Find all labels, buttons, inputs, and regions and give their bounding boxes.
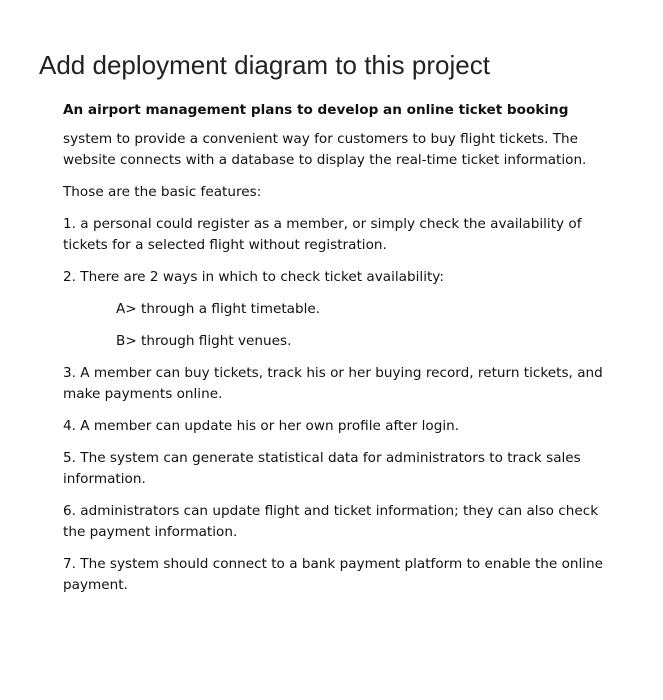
page-title: Add deployment diagram to this project xyxy=(39,50,490,80)
feature-item-7: 7. The system should connect to a bank payment platform to enable the online payment. xyxy=(63,556,604,593)
feature-item-5: 5. The system can generate statistical data for administrators to track sales information. xyxy=(63,450,581,487)
document-body xyxy=(63,100,623,607)
feature-item-4: 4. A member can update his or her own profile after login. xyxy=(63,418,460,434)
feature-item-1: 1. a personal could register as a member, or simply check the availability of tickets for a selected flight without registration. xyxy=(63,216,582,253)
document-intro: system to provide a convenient way for customers to buy flight tickets. The website connects with a database to display the real-time ticket information. xyxy=(63,131,587,168)
feature-item-3: 3. A member can buy tickets, track his or her buying record, return tickets, and make payments online. xyxy=(63,365,603,402)
feature-item-2a: A> through a flight timetable. xyxy=(116,301,321,317)
document-lead: An airport management plans to develop an online ticket booking xyxy=(63,102,569,118)
features-heading: Those are the basic features: xyxy=(63,184,262,200)
feature-item-6: 6. administrators can update flight and ticket information; they can also check the payment information. xyxy=(63,503,599,540)
feature-item-2: 2. There are 2 ways in which to check ticket availability: xyxy=(63,269,444,285)
feature-item-2b: B> through flight venues. xyxy=(116,333,292,349)
